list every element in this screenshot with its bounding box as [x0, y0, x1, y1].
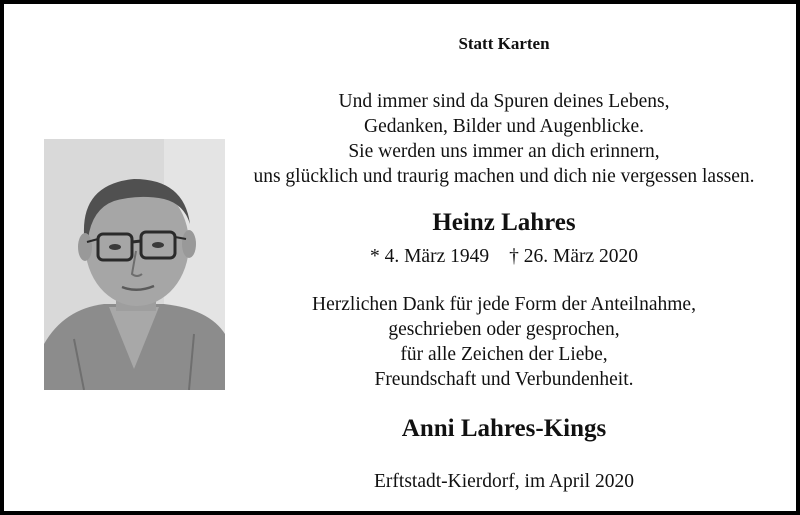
poem-line: Und immer sind da Spuren deines Lebens, [338, 91, 670, 112]
thanks-text [234, 292, 774, 392]
thanks-line: für alle Zeichen der Liebe, [400, 344, 608, 365]
thanks-line: Herzlichen Dank für jede Form der Anteilnahme, [312, 294, 696, 315]
poem-line: uns glücklich und traurig machen und dich nie vergessen lassen. [253, 166, 755, 187]
poem-line: Gedanken, Bilder und Augenblicke. [364, 116, 644, 137]
life-dates [234, 246, 774, 268]
notice-header: Statt Karten [458, 34, 550, 53]
portrait-illustration [44, 139, 225, 390]
portrait-photo [44, 139, 225, 390]
poem [234, 89, 774, 189]
deceased-name: Heinz Lahres [432, 209, 576, 236]
family-signature: Anni Lahres-Kings [401, 415, 607, 442]
death-date: † 26. März 2020 [509, 246, 639, 267]
thanks-line: geschrieben oder gesprochen, [388, 319, 620, 340]
thanks-line: Freundschaft und Verbundenheit. [374, 369, 634, 390]
poem-line: Sie werden uns immer an dich erinnern, [348, 141, 660, 162]
birth-date: * 4. März 1949 [369, 246, 490, 267]
place-date: Erftstadt-Kierdorf, im April 2020 [374, 471, 634, 492]
